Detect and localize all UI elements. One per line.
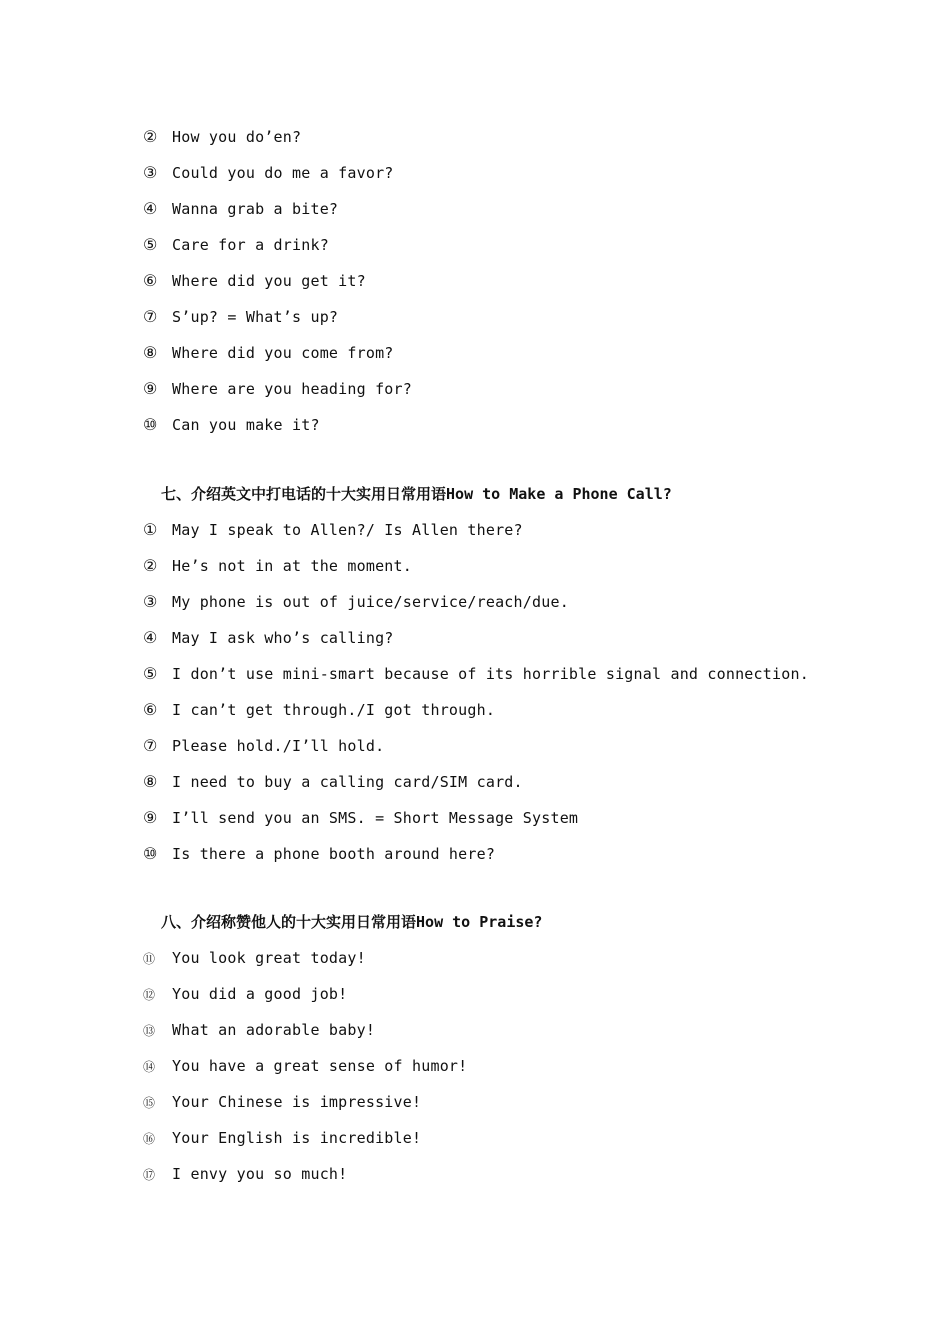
item-text: Wanna grab a bite?: [172, 200, 339, 218]
item-text: I’ll send you an SMS. = Short Message System: [172, 809, 579, 827]
item-number: ⑩: [143, 415, 158, 434]
item-text: I don’t use mini-smart because of its horrible signal and connection.: [172, 665, 809, 683]
item-number: ②: [143, 127, 158, 146]
list-item: [143, 377, 412, 401]
list-item: [143, 125, 301, 149]
list-item: [143, 590, 569, 614]
section-heading: [161, 481, 672, 507]
item-text: Care for a drink?: [172, 236, 329, 254]
list-item: [143, 982, 347, 1006]
list-item: [143, 233, 329, 257]
item-number: ⑰: [143, 1168, 156, 1182]
item-number: ③: [143, 163, 158, 182]
item-text: How you do’en?: [172, 128, 302, 146]
item-text: S’up? = What’s up?: [172, 308, 339, 326]
item-number: ⑥: [143, 271, 158, 290]
list-item: [143, 518, 523, 542]
list-item: [143, 554, 412, 578]
item-number: ⑩: [143, 844, 158, 863]
item-text: Is there a phone booth around here?: [172, 845, 496, 863]
section-heading-en: How to Praise?: [416, 913, 543, 931]
item-number: ⑭: [143, 1060, 156, 1074]
item-text: Your Chinese is impressive!: [172, 1093, 422, 1111]
item-text: You look great today!: [172, 949, 366, 967]
list-item: [143, 946, 366, 970]
item-number: ⑬: [143, 1024, 156, 1038]
item-text: Where are you heading for?: [172, 380, 412, 398]
item-number: ⑫: [143, 988, 156, 1002]
item-number: ⑥: [143, 700, 158, 719]
item-text: Where did you get it?: [172, 272, 366, 290]
item-number: ⑧: [143, 772, 158, 791]
item-text: Where did you come from?: [172, 344, 394, 362]
item-number: ⑪: [143, 952, 156, 966]
list-item: [143, 734, 384, 758]
item-number: ⑦: [143, 307, 158, 326]
item-number: ⑤: [143, 664, 158, 683]
item-text: Your English is incredible!: [172, 1129, 422, 1147]
list-item: [143, 1126, 421, 1150]
item-text: Can you make it?: [172, 416, 320, 434]
item-text: May I speak to Allen?/ Is Allen there?: [172, 521, 523, 539]
item-text: Could you do me a favor?: [172, 164, 394, 182]
list-item: [143, 770, 523, 794]
item-text: I need to buy a calling card/SIM card.: [172, 773, 523, 791]
section-heading-en: How to Make a Phone Call?: [446, 485, 672, 503]
list-item: [143, 1018, 375, 1042]
item-text: My phone is out of juice/service/reach/due.: [172, 593, 569, 611]
item-number: ⑨: [143, 379, 158, 398]
item-number: ②: [143, 556, 158, 575]
list-item: [143, 413, 320, 437]
section-heading-cn: 七、介绍英文中打电话的十大实用日常用语: [161, 485, 447, 503]
item-number: ⑤: [143, 235, 158, 254]
item-text: I envy you so much!: [172, 1165, 348, 1183]
item-number: ⑮: [143, 1096, 156, 1110]
list-item: [143, 197, 338, 221]
list-item: [143, 626, 394, 650]
item-number: ⑯: [143, 1132, 156, 1146]
item-number: ④: [143, 199, 158, 218]
list-item: [143, 842, 495, 866]
item-number: ⑨: [143, 808, 158, 827]
list-item: [143, 1162, 347, 1186]
item-number: ⑦: [143, 736, 158, 755]
section-heading: [161, 909, 542, 935]
item-number: ③: [143, 592, 158, 611]
list-item: [143, 698, 495, 722]
item-text: Please hold./I’ll hold.: [172, 737, 385, 755]
list-item: [143, 305, 338, 329]
section-heading-cn: 八、介绍称赞他人的十大实用日常用语: [161, 913, 417, 931]
item-text: You have a great sense of humor!: [172, 1057, 468, 1075]
list-item: [143, 1090, 421, 1114]
item-text: I can’t get through./I got through.: [172, 701, 496, 719]
list-item: [143, 806, 578, 830]
item-text: May I ask who’s calling?: [172, 629, 394, 647]
list-item: [143, 341, 394, 365]
list-item: [143, 662, 809, 686]
item-text: What an adorable baby!: [172, 1021, 376, 1039]
list-item: [143, 269, 366, 293]
item-text: He’s not in at the moment.: [172, 557, 412, 575]
item-number: ①: [143, 520, 158, 539]
item-number: ⑧: [143, 343, 158, 362]
list-item: [143, 1054, 467, 1078]
list-item: [143, 161, 394, 185]
item-text: You did a good job!: [172, 985, 348, 1003]
item-number: ④: [143, 628, 158, 647]
